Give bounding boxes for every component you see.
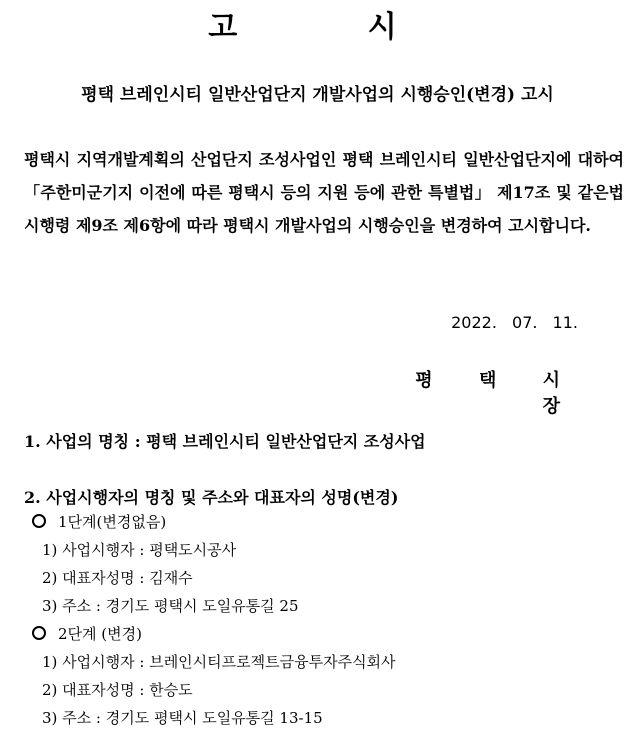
phase-2-item: 1) 사업시행자 : 브레인시티프로젝트금융투자주식회사 — [42, 653, 396, 671]
circle-bullet-icon — [32, 514, 46, 528]
phase-1-label: 1단계(변경없음) — [58, 513, 167, 531]
notice-title: 고 시 — [208, 10, 457, 45]
notice-body: 평택시 지역개발계획의 산업단지 조성사업인 평택 브레인시티 일반산업단지에 대하여 「주한미군기지 이전에 따른 평택시 등의 지원 등에 관한 특별법」 제17조 및 같은법 시행령 제9조 제6항에 따라 평택시 개발사업의 시행승인을 변경하여 고시합니다. — [24, 150, 624, 235]
phase-2-header — [32, 623, 142, 644]
phase-2-item: 3) 주소 : 경기도 평택시 도일유통길 13-15 — [42, 709, 323, 727]
notice-signer: 평 택 시 장 — [415, 370, 580, 417]
phase-1-item: 1) 사업시행자 : 평택도시공사 — [42, 541, 237, 559]
section-2-heading: 2. 사업시행자의 명칭 및 주소와 대표자의 성명(변경) — [24, 488, 399, 507]
phase-1-item: 2) 대표자성명 : 김재수 — [42, 569, 193, 587]
notice-subtitle: 평택 브레인시티 일반산업단지 개발사업의 시행승인(변경) 고시 — [81, 85, 554, 105]
phase-1-header — [32, 511, 166, 532]
phase-1-item: 3) 주소 : 경기도 평택시 도일유통길 25 — [42, 597, 299, 615]
section-1-heading: 1. 사업의 명칭 : 평택 브레인시티 일반산업단지 조성사업 — [24, 432, 426, 451]
phase-2-item: 2) 대표자성명 : 한승도 — [42, 681, 193, 699]
circle-bullet-icon — [32, 626, 46, 640]
phase-2-label: 2단계 (변경) — [58, 625, 142, 643]
notice-date: 2022. 07. 11. — [451, 313, 578, 332]
